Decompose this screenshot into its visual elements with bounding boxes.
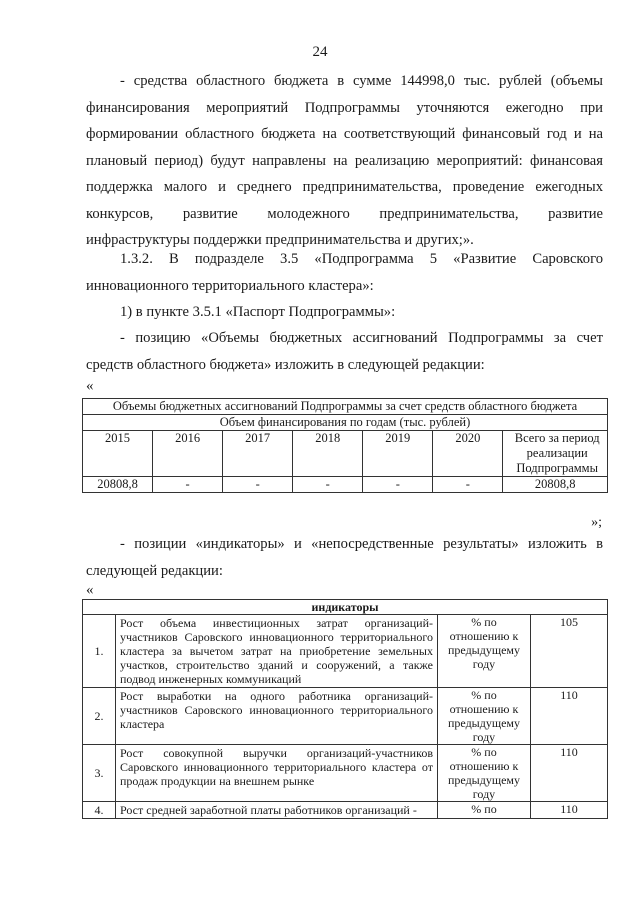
budget-value-2015: 20808,8: [83, 477, 153, 493]
indicator-unit: % по отношению к предыдущему году: [438, 745, 531, 802]
indicator-unit: % по отношению к предыдущему году: [438, 615, 531, 688]
indicator-value: 105: [531, 615, 608, 688]
budget-table: [82, 398, 608, 493]
table-row: [83, 745, 608, 802]
indicator-unit: % по: [438, 802, 531, 819]
budget-header-2017: 2017: [223, 431, 293, 477]
budget-value-2020: -: [433, 477, 503, 493]
quote-open-mark: «: [86, 582, 94, 598]
indicator-text: Рост выработки на одного работника организаций-участников Саровского инновационного территориального кластера: [116, 688, 438, 745]
quote-open-mark: «: [86, 378, 94, 394]
indicator-value: 110: [531, 745, 608, 802]
budget-table-title: Объемы бюджетных ассигнований Подпрограммы за счет средств областного бюджета: [83, 399, 608, 415]
indicators-table: [82, 599, 608, 819]
table-row: [83, 615, 608, 688]
paragraph-budget-position: - позицию «Объемы бюджетных ассигнований Подпрограммы за счет средств областного бюджета» изложить в следующей редакции:: [86, 330, 603, 373]
indicator-text: Рост средней заработной платы работников организаций -: [116, 802, 438, 819]
indicator-unit: % по отношению к предыдущему году: [438, 688, 531, 745]
budget-header-2016: 2016: [153, 431, 223, 477]
row-number: 3.: [83, 745, 116, 802]
budget-header-2015: 2015: [83, 431, 153, 477]
budget-value-2019: -: [363, 477, 433, 493]
budget-header-2018: 2018: [293, 431, 363, 477]
paragraph-subsection: 1.3.2. В подразделе 3.5 «Подпрограмма 5 «Развитие Саровского инновационного территориального кластера»:: [86, 251, 603, 294]
paragraph-indicators-position: - позиции «индикаторы» и «непосредственные результаты» изложить в следующей редакции:: [86, 536, 603, 579]
budget-header-2020: 2020: [433, 431, 503, 477]
table-row: [83, 688, 608, 745]
budget-header-2019: 2019: [363, 431, 433, 477]
budget-header-total: Всего за период реализации Подпрограммы: [503, 431, 608, 477]
budget-table-subtitle: Объем финансирования по годам (тыс. рублей): [83, 415, 608, 431]
indicator-text: Рост объема инвестиционных затрат организаций-участников Саровского инновационного территориального кластера за вычетом затрат на приобретение земельных участков, строительство зданий и сооружений, а также подвод инженерных коммуникаций: [116, 615, 438, 688]
budget-value-2016: -: [153, 477, 223, 493]
row-number: 2.: [83, 688, 116, 745]
budget-value-2017: -: [223, 477, 293, 493]
paragraph-passport-item: 1) в пункте 3.5.1 «Паспорт Подпрограммы»:: [120, 304, 396, 320]
row-number: 1.: [83, 615, 116, 688]
quote-close-mark: »;: [591, 515, 602, 530]
budget-value-2018: -: [293, 477, 363, 493]
budget-value-total: 20808,8: [503, 477, 608, 493]
paragraph-regional-budget: - средства областного бюджета в сумме 144998,0 тыс. рублей (объемы финансирования мероприятий Подпрограммы уточняются ежегодно при формировании областного бюджета на соответствующий финансовый год и на плановый период) будут направлены на реализацию мероприятий: финансовая поддержка малого и среднего предпринимательства, проведение ежегодных конкурсов, развитие молодежного предпринимательства, развитие инфраструктуры поддержки предпринимательства и других;».: [86, 73, 603, 248]
indicator-value: 110: [531, 688, 608, 745]
indicator-value: 110: [531, 802, 608, 819]
page-number: 24: [312, 44, 328, 60]
indicators-header: индикаторы: [83, 600, 608, 615]
row-number: 4.: [83, 802, 116, 819]
table-row: [83, 802, 608, 819]
indicator-text: Рост совокупной выручки организаций-участников Саровского инновационного территориального кластера от продаж продукции на внешнем рынке: [116, 745, 438, 802]
